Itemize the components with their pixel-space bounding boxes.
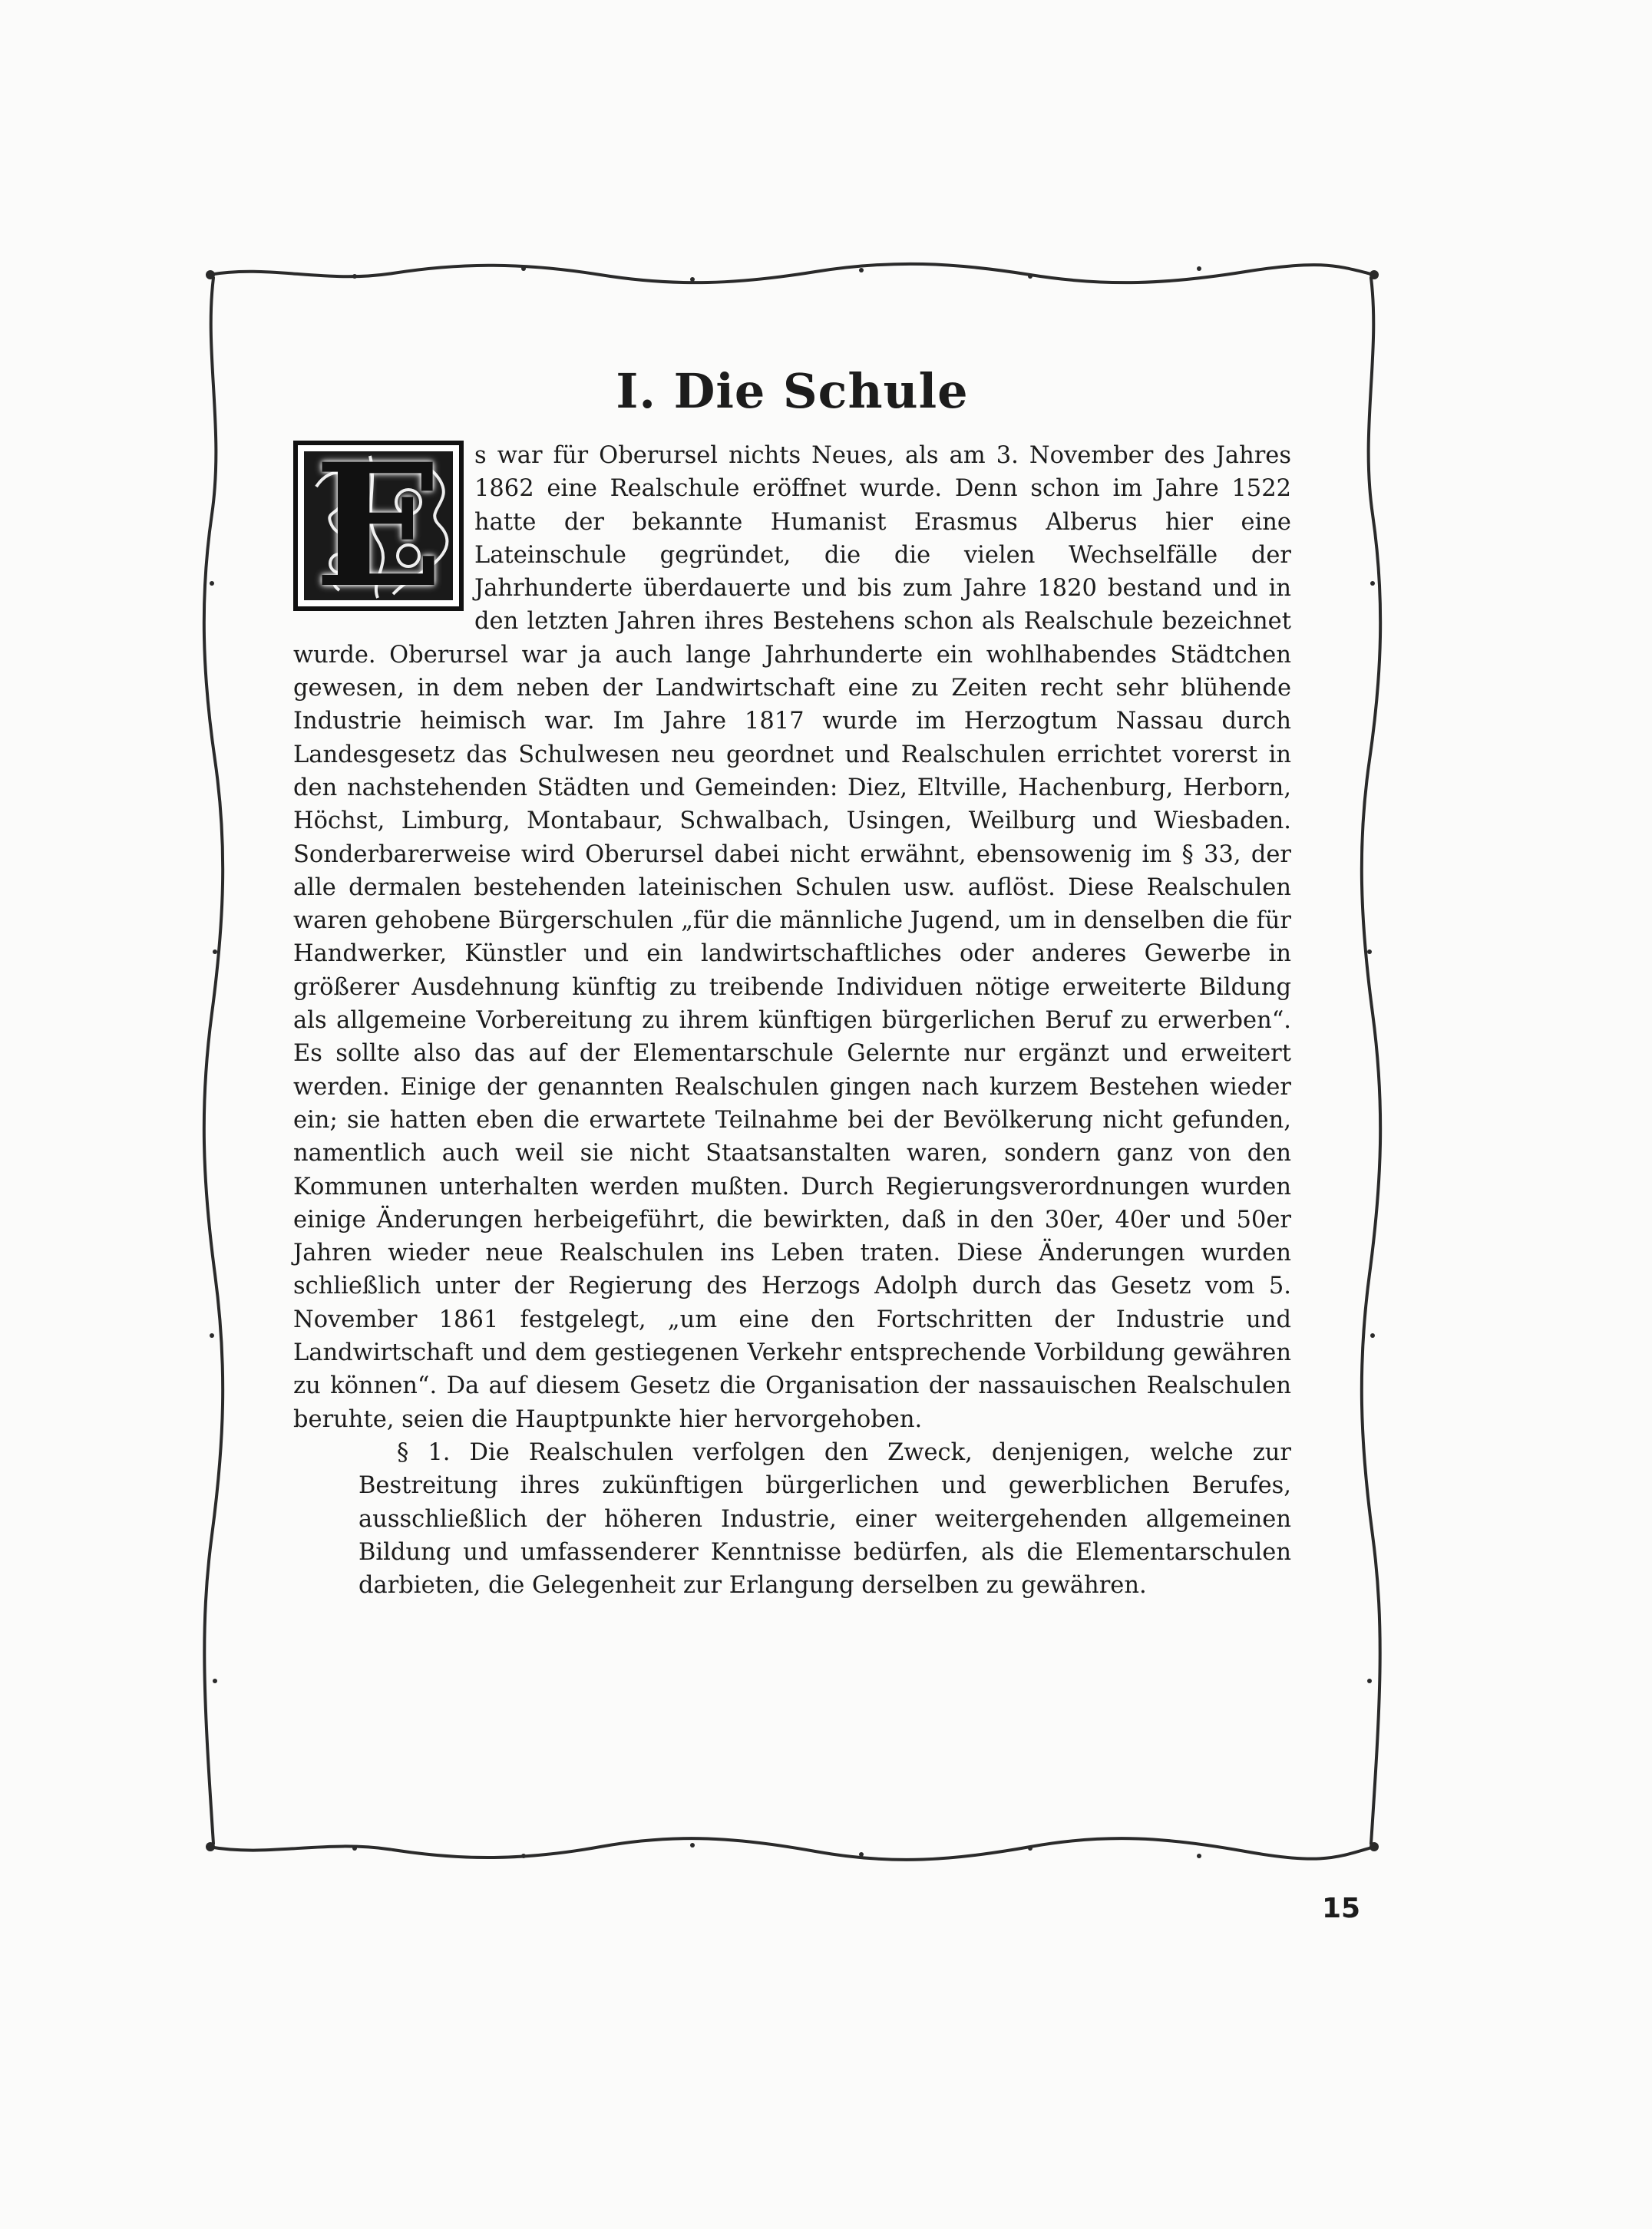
page-title: I. Die Schule <box>616 363 969 419</box>
page-number: 15 <box>1322 1893 1361 1924</box>
article <box>293 361 1291 1602</box>
article-body <box>293 426 1291 1602</box>
drop-cap <box>293 426 464 625</box>
paragraph: s war für Oberursel nichts Neues, als am 3. November des Jahres 1862 eine Realschule eröffnet wurde. Denn schon im Jahre 1522 hatte der bekannte Humanist Erasmus Alberus hier eine Lateinschule gegründet, die die vielen Wechselfälle der Jahrhunderte überdauerte und bis zum Jahre 1820 bestand und in den letzten Jahren ihres Bestehens schon als Realschule bezeichnet wurde. Oberursel war ja auch lange Jahrhunderte ein wohlhabendes Städtchen gewesen, in dem neben der Landwirtschaft eine zu Zeiten recht sehr blühende Industrie heimisch war. Im Jahre 1817 wurde im Herzogtum Nassau durch Landesgesetz das Schulwesen neu geordnet und Realschulen errichtet vorerst in den nachstehenden Städten und Gemeinden: Diez, Eltville, Hachenburg, Herborn, Höchst, Limburg, Montabaur, Schwalbach, Usingen, Weilburg und Wiesbaden. Sonderbarerweise wird Oberursel dabei nicht erwähnt, ebensowenig im § 33, der alle dermalen bestehenden lateinischen Schulen usw. auflöst. Diese Realschulen waren gehobene Bürgerschulen „für die männliche Jugend, um in denselben die für Handwerker, Künstler und ein landwirtschaftliches oder anderes Gewerbe in größerer Ausdehnung künftig zu treibende Individuen nötige erweiterte Bildung als allgemeine Vorbereitung zu ihrem künftigen bürgerlichen Beruf zu erwerben“. Es sollte also das auf der Elementarschule Gelernte nur ergänzt und erweitert werden. Einige der genannten Realschulen gingen nach kurzem Bestehen wieder ein; sie hatten eben die erwartete Teilnahme bei der Bevölkerung nicht gefunden, namentlich auch weil sie nicht Staatsanstalten waren, sondern ganz von den Kommunen unterhalten werden mußten. Durch Regierungsverordnungen wurden einige Änderungen herbeigeführt, die bewirkten, daß in den 30er, 40er und 50er Jahren wieder neue Realschulen ins Leben traten. Diese Änderungen wurden schließlich unter der Regierung des Herzogs Adolph durch das Gesetz vom 5. November 1861 festgelegt, „um eine den Fortschritten der Industrie und Landwirtschaft und dem gestiegenen Verkehr entsprechende Vorbildung gewähren zu können“. Da auf diesem Gesetz die Organisation der nassauischen Realschulen beruhte, seien die Hauptpunkte hier hervorgehoben. <box>293 442 1291 1433</box>
drop-cap-letter: E <box>314 426 443 625</box>
paragraph: § 1. Die Realschulen verfolgen den Zweck, denjenigen, welche zur Bestreitung ihres zukünftigen bürgerlichen und gewerblichen Berufes, ausschließlich der höheren Industrie, einer weitergehenden allgemeinen Bildung und umfassenderer Kenntnisse bedürfen, als die Elementarschulen darbieten, die Gelegenheit zur Erlangung derselben zu gewähren. <box>358 1438 1291 1600</box>
